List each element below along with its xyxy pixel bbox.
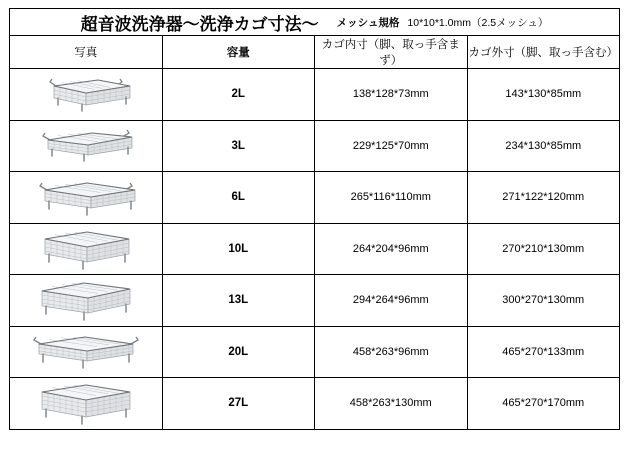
basket-mesh-icon (10, 226, 162, 272)
capacity-value: 13L (162, 275, 315, 327)
basket-with-handles-icon (10, 175, 162, 219)
basket-with-handles-icon (10, 72, 162, 116)
mesh-spec-label: メッシュ規格 (336, 16, 400, 29)
table-row (10, 223, 620, 275)
basket-with-handles-icon (10, 124, 162, 168)
table-row (10, 326, 620, 378)
outer-dimension-value: 271*122*120mm (467, 172, 620, 224)
capacity-value: 27L (162, 378, 315, 430)
mesh-spec-value: 10*10*1.0mm（2.5メッシュ） (407, 16, 549, 29)
inner-dimension-value: 458*263*130mm (315, 378, 468, 430)
capacity-value: 10L (162, 223, 315, 275)
capacity-value: 2L (162, 69, 315, 121)
outer-dimension-value: 270*210*130mm (467, 223, 620, 275)
inner-dimension-value: 138*128*73mm (315, 69, 468, 121)
basket-mesh-icon (10, 277, 162, 323)
table-row (10, 275, 620, 327)
column-header-inner: カゴ内寸（脚、取っ手含まず） (315, 36, 468, 69)
inner-dimension-value: 294*264*96mm (315, 275, 468, 327)
inner-dimension-value: 229*125*70mm (315, 120, 468, 172)
capacity-value: 20L (162, 326, 315, 378)
capacity-value: 6L (162, 172, 315, 224)
capacity-value: 3L (162, 120, 315, 172)
basket-photo-cell (10, 275, 163, 327)
column-header-capacity: 容量 (162, 36, 315, 69)
table-row (10, 120, 620, 172)
column-header-photo: 写真 (10, 36, 163, 69)
basket-photo-cell (10, 120, 163, 172)
basket-photo-cell (10, 378, 163, 430)
outer-dimension-value: 465*270*170mm (467, 378, 620, 430)
outer-dimension-value: 143*130*85mm (467, 69, 620, 121)
basket-photo-cell (10, 172, 163, 224)
table-row (10, 69, 620, 121)
inner-dimension-value: 265*116*110mm (315, 172, 468, 224)
basket-photo-cell (10, 69, 163, 121)
basket-photo-cell (10, 223, 163, 275)
inner-dimension-value: 264*204*96mm (315, 223, 468, 275)
inner-dimension-value: 458*263*96mm (315, 326, 468, 378)
outer-dimension-value: 234*130*85mm (467, 120, 620, 172)
outer-dimension-value: 300*270*130mm (467, 275, 620, 327)
column-header-outer: カゴ外寸（脚、取っ手含む） (467, 36, 620, 69)
title-cell (10, 9, 620, 36)
header-row (10, 36, 620, 69)
outer-dimension-value: 465*270*133mm (467, 326, 620, 378)
basket-wide-icon (10, 330, 162, 374)
basket-photo-cell (10, 326, 163, 378)
table-row (10, 172, 620, 224)
page-title: 超音波洗浄器～洗浄カゴ寸法～ (80, 14, 319, 34)
basket-deep-icon (10, 380, 162, 426)
table-row (10, 378, 620, 430)
title-row (10, 9, 620, 36)
spec-table (9, 8, 620, 430)
